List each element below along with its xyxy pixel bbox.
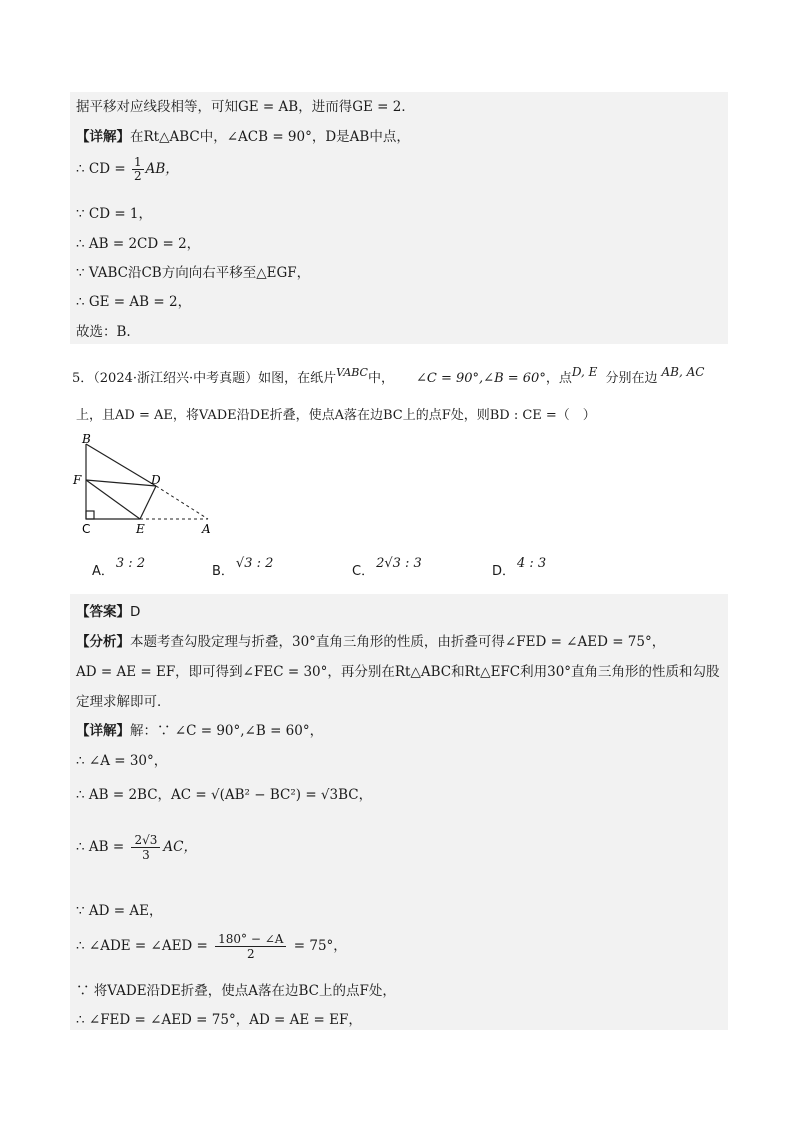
- label-f: F: [73, 473, 82, 487]
- segment-bd: [86, 444, 156, 486]
- detail-line-6: [76, 932, 347, 961]
- detail-line-7: ∵ 将VADE沿DE折叠，使点A落在边BC上的点F处，: [76, 983, 396, 999]
- prev-line-7: ∴ GE = AB = 2，: [76, 294, 192, 310]
- detail-6-suffix: = 75°，: [289, 938, 347, 954]
- detail-line-1: [76, 722, 323, 740]
- question-sides: AB, AC: [661, 365, 705, 379]
- right-angle-mark: [86, 511, 94, 519]
- prev-line-4: ∵ CD = 1，: [76, 206, 153, 222]
- fraction-num-3: 180° − ∠A: [215, 932, 286, 947]
- prev-line-2-text: 在Rt△ABC中，∠ACB = 90°，D是AB中点，: [130, 129, 410, 145]
- question-angles: ∠C = 90°,∠B = 60°: [416, 371, 546, 386]
- analysis-label: 【分析】: [76, 634, 130, 650]
- fraction-den: 2: [133, 169, 142, 183]
- option-b-label: B．: [212, 564, 234, 579]
- option-d-label: D．: [492, 564, 516, 579]
- question-source: 5．（2024·浙江绍兴·中考真题）如图，在纸片: [72, 371, 337, 386]
- option-d-value: 4 : 3: [517, 556, 547, 571]
- option-a[interactable]: [92, 556, 145, 579]
- detail-line-2: ∴ ∠A = 30°，: [76, 753, 168, 769]
- label-b: B: [82, 432, 91, 446]
- prev-line-3-prefix: ∴ CD =: [76, 161, 130, 177]
- prev-line-3-suffix: AB，: [145, 161, 179, 177]
- detail-line-3: ∴ AB = 2BC，AC = √(AB² − BC²) = √3BC，: [76, 787, 373, 803]
- triangle-figure: [70, 432, 220, 540]
- option-a-label: A．: [92, 564, 114, 579]
- fraction-half: [132, 156, 144, 183]
- prev-line-1: 据平移对应线段相等，可知GE = AB，进而得GE = 2．: [76, 99, 415, 115]
- detail-label-2: 【详解】: [76, 723, 130, 739]
- question-points: D, E: [571, 365, 598, 379]
- detail-4-prefix: ∴ AB =: [76, 839, 129, 855]
- option-d[interactable]: [492, 556, 546, 579]
- prev-line-2: [76, 128, 410, 146]
- question-line-2: 上，且AD = AE，将VADE沿DE折叠，使点A落在边BC上的点F处，则BD : CE =（ ）: [76, 408, 596, 423]
- prev-line-6: ∵ VABC沿CB方向向右平移至△EGF，: [76, 265, 311, 281]
- option-b-value: √3 : 2: [235, 556, 274, 571]
- question-text-e: ，点: [545, 371, 572, 386]
- option-c-value: 2√3 : 3: [376, 556, 422, 571]
- fraction-num: 1: [133, 155, 142, 169]
- option-c-label: C．: [352, 564, 375, 579]
- label-a: A: [202, 522, 211, 536]
- prev-line-8: 故选：B.: [76, 324, 131, 340]
- segment-de: [140, 486, 156, 519]
- fraction-den-3: 2: [246, 947, 255, 961]
- label-e: E: [136, 522, 145, 536]
- fraction-num-2: 2√3: [131, 833, 160, 848]
- detail-label: 【详解】: [76, 129, 130, 145]
- question-triangle: VABC: [336, 366, 368, 379]
- prev-line-5: ∴ AB = 2CD = 2，: [76, 236, 201, 252]
- analysis-line-3: 定理求解即可．: [76, 694, 171, 710]
- fraction-den-2: 3: [142, 848, 150, 862]
- question-text-g: 分别在边: [605, 371, 658, 386]
- analysis-line-1: [76, 633, 665, 651]
- segment-da-dashed: [156, 486, 208, 519]
- option-c[interactable]: [352, 556, 422, 579]
- option-a-value: 3 : 2: [115, 556, 146, 571]
- label-d: D: [151, 473, 161, 487]
- detail-line-8: ∴ ∠FED = ∠AED = 75°，AD = AE = EF，: [76, 1012, 362, 1028]
- answer-block: [70, 594, 728, 1030]
- answer-value: D: [130, 604, 141, 620]
- option-b[interactable]: [212, 556, 273, 579]
- question-line-1: [72, 363, 704, 388]
- detail-line-5: ∵ AD = AE，: [76, 903, 163, 919]
- fraction-angle: [215, 932, 286, 961]
- fraction-2sqrt3-over-3: [131, 833, 160, 862]
- detail-4-suffix: AC，: [163, 839, 197, 855]
- analysis-text-1: 本题考查勾股定理与折叠，30°直角三角形的性质，由折叠可得∠FED = ∠AED = 75°，: [130, 634, 666, 650]
- question-text-c: 中，: [367, 371, 394, 386]
- analysis-line-2: AD = AE = EF，即可得到∠FEC = 30°，再分别在Rt△ABC和Rt△EFC利用30°直角三角形的性质和勾股: [76, 664, 720, 680]
- detail-6-prefix: ∴ ∠ADE = ∠AED =: [76, 938, 213, 954]
- answer-label: 【答案】: [76, 604, 130, 620]
- label-c: C: [82, 522, 91, 536]
- detail-line-4: [76, 833, 197, 862]
- segment-fd: [86, 480, 156, 486]
- prev-line-3: [76, 156, 179, 183]
- answer-line: [76, 603, 140, 621]
- detail-text-1: 解：∵ ∠C = 90°,∠B = 60°，: [130, 723, 324, 739]
